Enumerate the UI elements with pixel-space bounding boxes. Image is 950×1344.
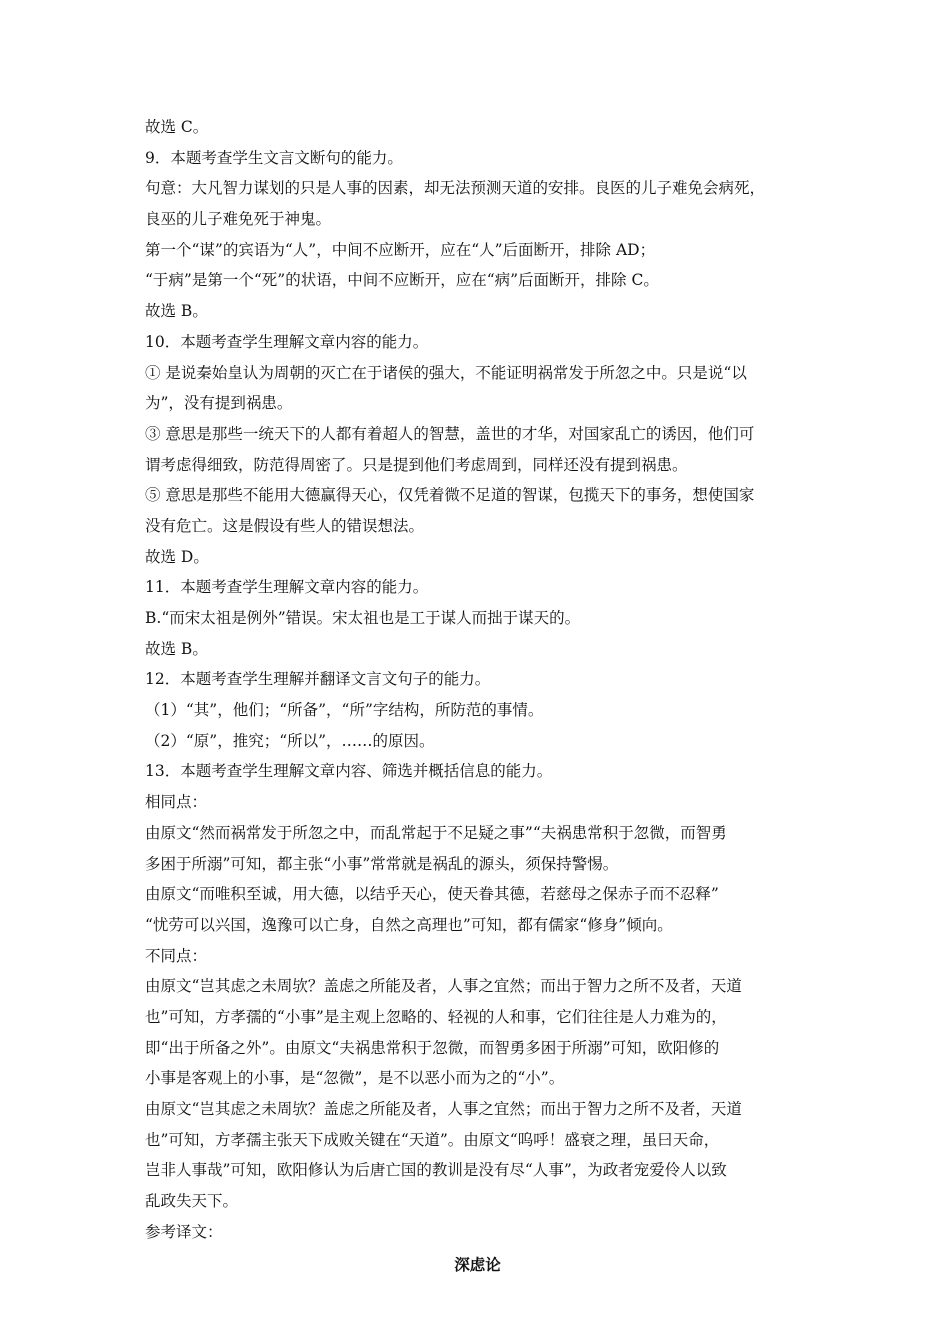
- text-line: ⑤ 意思是那些不能用大德赢得天心，仅凭着微不足道的智谋，包揽天下的事务，想使国家: [145, 486, 755, 505]
- text-line: 9．本题考查学生文言文断句的能力。: [145, 148, 403, 167]
- text-line: 相同点：: [145, 793, 208, 812]
- text-line: 没有危亡。这是假设有些人的错误想法。: [145, 516, 425, 535]
- text-line: 12．本题考查学生理解并翻译文言文句子的能力。: [145, 670, 491, 689]
- text-line: 即“出于所备之外”。由原文“夫祸患常积于忽微，而智勇多困于所溺”可知，欧阳修的: [145, 1038, 720, 1057]
- text-line: ③ 意思是那些一统天下的人都有着超人的智慧，盖世的才华，对国家乱亡的诱因，他们可: [145, 424, 755, 443]
- text-line: 多困于所溺”可知，都主张“小事”常常就是祸乱的源头，须保持警惕。: [145, 854, 619, 873]
- text-line: 11．本题考查学生理解文章内容的能力。: [145, 578, 429, 597]
- text-line: 乱政失天下。: [145, 1192, 239, 1211]
- text-line: 不同点：: [145, 946, 208, 965]
- text-line: 为”，没有提到祸患。: [145, 394, 293, 413]
- text-line: 也”可知，方孝孺的“小事”是主观上忽略的、轻视的人和事，它们往往是人力难为的，: [145, 1007, 727, 1026]
- section-title: 深虑论: [454, 1255, 501, 1275]
- text-line: 由原文“岂其虑之未周欤？盖虑之所能及者，人事之宜然；而出于智力之所不及者，天道: [145, 977, 742, 996]
- text-line: 句意：大凡智力谋划的只是人事的因素，却无法预测天道的安排。良医的儿子难免会病死，: [145, 179, 766, 198]
- text-line: 由原文“然而祸常发于所忽之中，而乱常起于不足疑之事”“夫祸患常积于忽微，而智勇: [145, 823, 727, 842]
- text-line: （2）“原”，推究；“所以”，……的原因。: [145, 731, 435, 750]
- text-line: 良巫的儿子难免死于神鬼。: [145, 210, 332, 229]
- text-line: 故选 B。: [145, 639, 208, 658]
- text-line: 10．本题考查学生理解文章内容的能力。: [145, 332, 429, 351]
- text-line: 谓考虑得细致，防范得周密了。只是提到他们考虑周到，同样还没有提到祸患。: [145, 455, 688, 474]
- text-line: 故选 D。: [145, 547, 209, 566]
- text-line: 故选 B。: [145, 302, 208, 321]
- text-line: “于病”是第一个“死”的状语，中间不应断开，应在“病”后面断开，排除 C。: [145, 271, 659, 290]
- text-line: ① 是说秦始皇认为周朝的灭亡在于诸侯的强大，不能证明祸常发于所忽之中。只是说“以: [145, 363, 747, 382]
- text-line: 13．本题考查学生理解文章内容、筛选并概括信息的能力。: [145, 762, 553, 781]
- text-line: B.“而宋太祖是例外”错误。宋太祖也是工于谋人而拙于谋天的。: [145, 609, 581, 627]
- text-line: 也”可知，方孝孺主张天下成败关键在“天道”。由原文“呜呼！盛衰之理，虽曰天命，: [145, 1130, 720, 1149]
- text-line: 故选 C。: [145, 118, 209, 136]
- text-line: 岂非人事哉”可知，欧阳修认为后唐亡国的教训是没有尽“人事”，为政者宠爱伶人以致: [145, 1161, 727, 1180]
- text-line: 第一个“谋”的宾语为“人”，中间不应断开，应在“人”后面断开，排除 AD；: [145, 240, 656, 259]
- text-line: 参考译文：: [145, 1222, 223, 1241]
- text-line: “忧劳可以兴国，逸豫可以亡身，自然之高理也”可知，都有儒家“修身”倾向。: [145, 915, 673, 934]
- text-line: 由原文“而唯积至诚，用大德，以结乎天心，使天眷其德，若慈母之保赤子而不忍释”: [145, 885, 719, 904]
- text-line: 由原文“岂其虑之未周欤？盖虑之所能及者，人事之宜然；而出于智力之所不及者，天道: [145, 1100, 742, 1118]
- text-line: （1）“其”，他们；“所备”，“所”字结构，所防范的事情。: [145, 701, 544, 720]
- document-page: [145, 112, 810, 1281]
- text-line: 小事是客观上的小事，是“忽微”，是不以恶小而为之的“小”。: [145, 1069, 565, 1088]
